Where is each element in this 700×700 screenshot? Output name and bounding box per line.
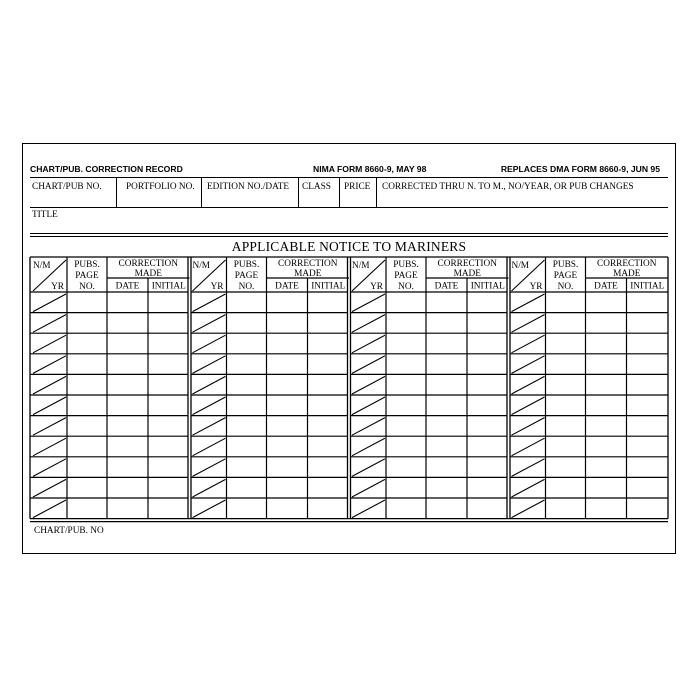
row-diagonal <box>193 315 226 333</box>
made-header: MADE <box>453 269 481 279</box>
row-diagonal <box>352 438 385 456</box>
page-header: PAGE <box>75 271 99 281</box>
correction-record-card <box>22 143 676 554</box>
nm-header: N/M <box>511 261 530 271</box>
row-diagonal <box>512 418 545 436</box>
initial-header: INITIAL <box>470 281 505 292</box>
class-label: CLASS <box>302 182 331 192</box>
row-diagonal <box>33 356 66 374</box>
pubs-header: PUBS. <box>74 260 100 270</box>
edition-no-date-label: EDITION NO./DATE <box>207 182 290 192</box>
page-header: PAGE <box>553 271 578 281</box>
initial-header: INITIAL <box>151 281 186 292</box>
row-diagonal <box>352 315 385 333</box>
no-header: NO. <box>79 282 95 292</box>
initial-header: INITIAL <box>630 281 665 292</box>
replaces-note: REPLACES DMA FORM 8660-9, JUN 95 <box>500 164 660 174</box>
row-diagonal <box>512 438 545 456</box>
title-label: TITLE <box>32 210 58 220</box>
row-diagonal <box>352 397 385 415</box>
row-diagonal <box>352 356 385 374</box>
page-header: PAGE <box>234 271 259 281</box>
row-diagonal <box>512 356 545 374</box>
row-diagonal <box>512 315 545 333</box>
corrected-thru-label: CORRECTED THRU N. TO M., NO/YEAR, OR PUB CHANGES <box>382 182 634 192</box>
row-diagonal <box>33 315 66 333</box>
yr-header: YR <box>210 282 224 292</box>
row-diagonal <box>512 397 545 415</box>
yr-header: YR <box>529 282 543 292</box>
row-diagonal <box>352 418 385 436</box>
correction-header: CORRECTION <box>278 259 338 269</box>
pubs-header: PUBS. <box>233 260 260 270</box>
row-diagonal <box>193 500 226 518</box>
row-diagonal <box>193 294 226 312</box>
row-diagonal <box>352 479 385 497</box>
made-header: MADE <box>613 269 641 279</box>
row-diagonal <box>352 500 385 518</box>
correction-header: CORRECTION <box>597 259 657 269</box>
row-diagonal <box>33 397 66 415</box>
no-header: NO. <box>557 282 574 292</box>
date-header: DATE <box>434 281 459 292</box>
row-diagonal <box>193 335 226 353</box>
row-diagonal <box>352 294 385 312</box>
row-diagonal <box>352 376 385 394</box>
row-diagonal <box>33 479 66 497</box>
row-diagonal <box>512 294 545 312</box>
no-header: NO. <box>398 282 414 292</box>
row-diagonal <box>193 418 226 436</box>
date-header: DATE <box>275 281 299 292</box>
nm-header: N/M <box>192 261 211 271</box>
row-diagonal <box>33 438 66 456</box>
row-diagonal <box>193 356 226 374</box>
correction-header: CORRECTION <box>437 259 497 269</box>
portfolio-no-label: PORTFOLIO NO. <box>126 182 195 192</box>
row-diagonal <box>193 397 226 415</box>
row-diagonal <box>33 459 66 477</box>
row-diagonal <box>512 500 545 518</box>
no-header: NO. <box>238 282 255 292</box>
chart-pub-no-label: CHART/PUB NO. <box>32 182 102 192</box>
row-diagonal <box>352 459 385 477</box>
pubs-header: PUBS. <box>393 260 419 270</box>
form-title: CHART/PUB. CORRECTION RECORD <box>30 164 183 174</box>
row-diagonal <box>512 459 545 477</box>
date-header: DATE <box>115 281 140 292</box>
row-diagonal <box>193 479 226 497</box>
made-header: MADE <box>294 269 322 279</box>
row-diagonal <box>33 294 66 312</box>
nm-header: N/M <box>352 261 370 271</box>
row-diagonal <box>512 335 545 353</box>
yr-header: YR <box>370 282 383 292</box>
row-diagonal <box>193 438 226 456</box>
row-diagonal <box>33 500 66 518</box>
page-header: PAGE <box>394 271 418 281</box>
row-diagonal <box>352 335 385 353</box>
made-header: MADE <box>134 269 162 279</box>
row-diagonal <box>512 376 545 394</box>
footer-chart-pub-no-label: CHART/PUB. NO <box>34 526 104 536</box>
date-header: DATE <box>594 281 618 292</box>
section-heading: APPLICABLE NOTICE TO MARINERS <box>231 239 467 254</box>
price-label: PRICE <box>344 182 371 192</box>
row-diagonal <box>193 376 226 394</box>
row-diagonal <box>33 376 66 394</box>
row-diagonal <box>512 479 545 497</box>
nm-header: N/M <box>33 261 51 271</box>
yr-header: YR <box>51 282 64 292</box>
row-diagonal <box>193 459 226 477</box>
form-number: NIMA FORM 8660-9, MAY 98 <box>313 164 427 174</box>
initial-header: INITIAL <box>311 281 346 292</box>
pubs-header: PUBS. <box>552 260 579 270</box>
row-diagonal <box>33 418 66 436</box>
correction-header: CORRECTION <box>118 259 178 269</box>
notice-grid <box>23 144 675 553</box>
row-diagonal <box>33 335 66 353</box>
